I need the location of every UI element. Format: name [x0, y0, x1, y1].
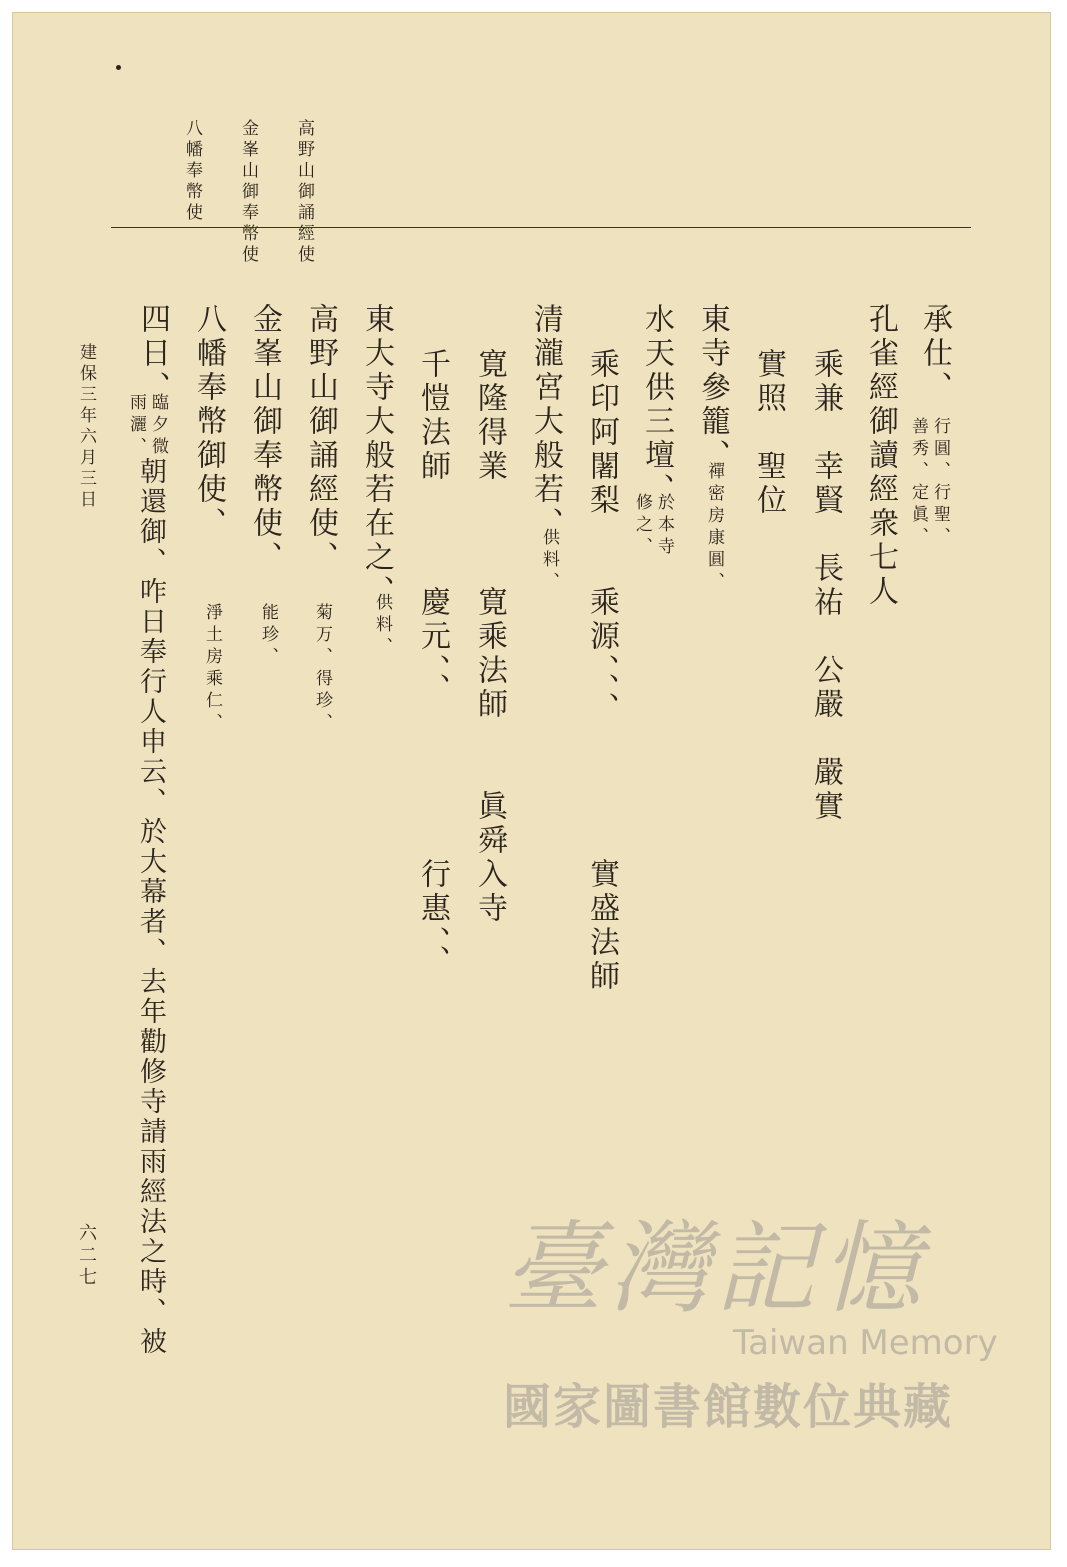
- watermark-script-text: 臺灣記憶: [503, 1210, 927, 1327]
- text-column-10b: 行惠、、: [415, 858, 450, 979]
- text-column-12: 高野山御誦經使、: [303, 303, 338, 575]
- text-column-9: 寛隆得業 寛乘法師 眞舜入寺: [472, 348, 507, 926]
- column-8-note: 供料、: [539, 528, 559, 594]
- text-column-1: [917, 303, 952, 405]
- header-note-2: 金峯山御奉幣使: [238, 119, 258, 266]
- text-column-7: 乘印阿闍梨 乘源、、、: [584, 348, 619, 726]
- text-column-10: 千愷法師 慶元、、: [415, 348, 450, 707]
- text-column-2: 孔雀經御讀經衆七人: [863, 303, 898, 609]
- ink-dot: [116, 65, 121, 70]
- text-column-4: 實照 聖位: [751, 348, 786, 518]
- text-column-11: 東大寺大般若在之、: [359, 303, 394, 609]
- column-12-note: 菊万、得珍、: [312, 603, 332, 735]
- column-11-note: 供料、: [372, 593, 392, 659]
- column-15-note-b: 雨灑、: [126, 393, 146, 459]
- column-13-note: 能珍、: [258, 603, 278, 669]
- book-page: [12, 12, 1051, 1550]
- text-column-15: 四日、: [135, 303, 170, 405]
- column-1-note-b: 善秀、定眞、: [908, 417, 928, 549]
- watermark-english-text: Taiwan Memory: [733, 1323, 998, 1363]
- text-column-7b: 實盛法師: [584, 858, 619, 994]
- text-column-8: 清瀧宮大般若、: [528, 303, 563, 541]
- text-column-15b: 朝還御、咋日奉行人申云、於大幕者、去年勸修寺請雨經法之時、被: [135, 457, 166, 1357]
- text-column-14: 八幡奉幣御使、: [191, 303, 226, 541]
- text-column-5: 東寺參籠、: [695, 303, 730, 473]
- column-5-note: 禪密房康圓、: [704, 462, 724, 594]
- page-number: 六二七: [76, 1223, 97, 1289]
- column-1-note-a: 行圓、行聖、: [930, 417, 950, 549]
- running-header: 建保三年六月三日: [76, 343, 96, 511]
- header-divider: [111, 227, 971, 228]
- column-6-note-b: 修之、: [632, 493, 652, 559]
- column-6-note-a: 於本寺: [654, 493, 674, 559]
- header-note-1: 高野山御誦經使: [294, 119, 314, 266]
- watermark-chinese-text: 國家圖書館數位典藏: [503, 1379, 954, 1435]
- column-1-text: 承仕、: [917, 303, 952, 405]
- column-14-note: 淨土房乘仁、: [202, 603, 222, 735]
- text-column-6: 水天供三壇、: [639, 303, 674, 507]
- text-column-3: 乘兼 幸賢 長祐 公嚴 嚴實: [808, 348, 843, 824]
- column-15-note-a: 臨夕微: [148, 393, 168, 459]
- header-note-3: 八幡奉幣使: [182, 119, 202, 224]
- text-column-13: 金峯山御奉幣使、: [247, 303, 282, 575]
- watermark: [493, 1188, 1013, 1548]
